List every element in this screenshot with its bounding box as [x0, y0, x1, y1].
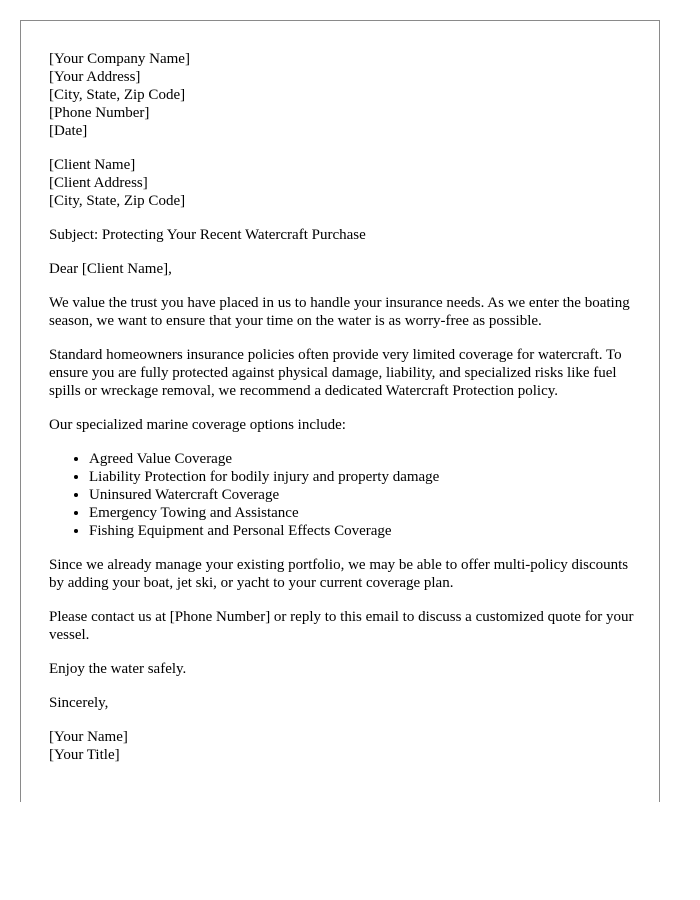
coverage-paragraph: Standard homeowners insurance policies often provide very limited coverage for watercraft. To ensure you are fully protected against physical damage, liability, and specialized risks like fuel spills or wreckage removal, we recommend a dedicated Watercraft Protection policy. — [49, 347, 622, 399]
letter-page — [20, 20, 660, 802]
recipient-city: [City, State, Zip Code] — [49, 193, 186, 209]
sender-address: [Your Address] — [49, 69, 141, 85]
letter-content — [49, 50, 639, 764]
contact-paragraph: Please contact us at [Phone Number] or reply to this email to discuss a customized quote for your vessel. — [49, 609, 634, 643]
options-intro-paragraph: Our specialized marine coverage options include: — [49, 417, 346, 433]
subject-line: Subject: Protecting Your Recent Watercraft Purchase — [49, 227, 366, 243]
letter-date: [Date] — [49, 123, 88, 139]
salutation: Dear [Client Name], — [49, 261, 172, 277]
signature-block — [49, 728, 639, 764]
discount-paragraph: Since we already manage your existing portfolio, we may be able to offer multi-policy discounts by adding your boat, jet ski, or yacht to your current coverage plan. — [49, 557, 629, 591]
list-item: • Agreed Value Coverage — [89, 450, 639, 468]
enjoy-paragraph: Enjoy the water safely. — [49, 661, 187, 677]
signature-name: [Your Name] — [49, 729, 128, 745]
list-item: • Liability Protection for bodily injury and property damage — [89, 468, 639, 486]
list-item: • Emergency Towing and Assistance — [89, 504, 639, 522]
signoff: Sincerely, — [49, 695, 109, 711]
recipient-name: [Client Name] — [49, 157, 136, 173]
signature-title: [Your Title] — [49, 747, 120, 763]
intro-paragraph: We value the trust you have placed in us to handle your insurance needs. As we enter the boating season, we want to ensure that your time on the water is as worry-free as possible. — [49, 295, 630, 329]
coverage-list — [49, 450, 639, 540]
sender-company: [Your Company Name] — [49, 51, 190, 67]
sender-block — [49, 50, 639, 140]
list-item: • Fishing Equipment and Personal Effects Coverage — [89, 522, 639, 540]
recipient-block — [49, 156, 639, 210]
list-item: • Uninsured Watercraft Coverage — [89, 486, 639, 504]
sender-phone: [Phone Number] — [49, 105, 150, 121]
sender-city: [City, State, Zip Code] — [49, 87, 186, 103]
recipient-address: [Client Address] — [49, 175, 148, 191]
